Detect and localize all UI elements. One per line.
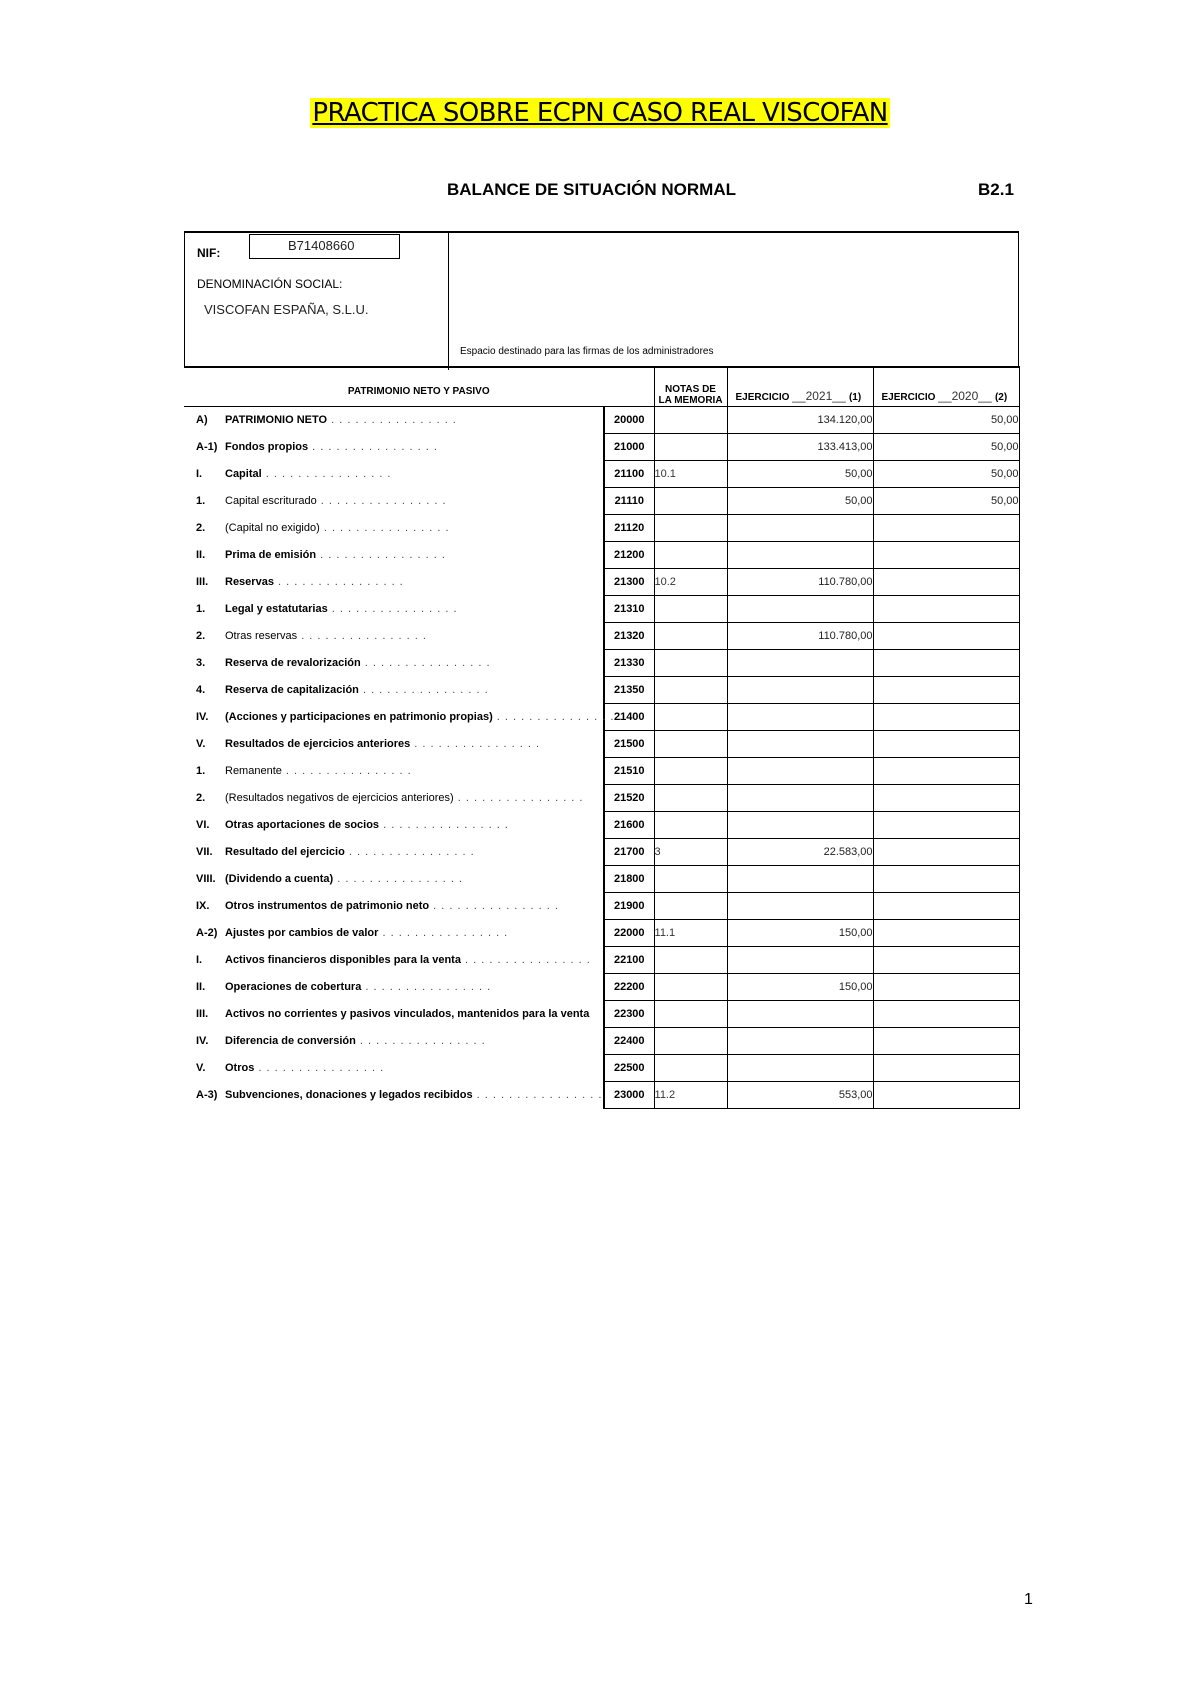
row-label: A-1) — [196, 441, 218, 453]
row-text: Remanente — [225, 765, 282, 777]
table-row — [184, 542, 1019, 569]
row-code: 21300 — [604, 569, 654, 596]
row-notes — [654, 731, 727, 758]
row-amount-2021 — [727, 596, 873, 623]
row-amount-2021: 133.413,00 — [727, 434, 873, 461]
row-label: V. — [196, 1062, 206, 1074]
row-description — [184, 569, 604, 596]
row-leader-dots: . . . . . . . . . . . . . . . . — [281, 765, 412, 777]
row-leader-dots: . . . . . . . . . . . . . . . . — [319, 522, 450, 534]
row-notes — [654, 893, 727, 920]
col-header-notes-line2: LA MEMORIA — [658, 395, 723, 406]
row-amount-2021: 110.780,00 — [727, 623, 873, 650]
row-amount-2020 — [873, 1082, 1019, 1109]
row-notes — [654, 650, 727, 677]
row-label: 1. — [196, 603, 206, 615]
row-leader-dots: . . . . . . . . . . . . . . . . — [344, 846, 475, 858]
row-amount-2021: 50,00 — [727, 461, 873, 488]
row-amount-2021 — [727, 704, 873, 731]
row-amount-2021 — [727, 515, 873, 542]
row-amount-2020 — [873, 1001, 1019, 1028]
row-notes — [654, 407, 727, 434]
row-description — [184, 1028, 604, 1055]
row-notes — [654, 623, 727, 650]
row-amount-2020 — [873, 785, 1019, 812]
row-leader-dots: . . . . . . . . . . . . . . . . — [472, 1089, 603, 1101]
row-leader-dots: . . . . . . . . . . . . . . . . — [378, 927, 509, 939]
row-amount-2021: 50,00 — [727, 488, 873, 515]
row-description — [184, 758, 604, 785]
row-text: Otros instrumentos de patrimonio neto — [225, 900, 430, 912]
row-description — [184, 407, 604, 434]
row-leader-dots: . . . . . . . . . . . . . . . . — [379, 819, 509, 831]
row-label: A) — [196, 414, 208, 427]
nif-label: NIF: — [197, 246, 221, 260]
table-row — [184, 623, 1019, 650]
row-label: V. — [196, 738, 206, 750]
row-amount-2021: 134.120,00 — [727, 407, 873, 434]
row-amount-2021 — [727, 866, 873, 893]
row-amount-2021 — [727, 677, 873, 704]
row-text: Reserva de capitalización — [225, 684, 359, 696]
row-code: 21400 — [604, 704, 654, 731]
row-notes: 3 — [654, 839, 727, 866]
table-row — [184, 866, 1019, 893]
table-row — [184, 947, 1019, 974]
row-notes — [654, 488, 727, 515]
row-leader-dots: . . . . . . . . . . . . . . . . — [460, 954, 591, 966]
row-label: III. — [196, 576, 209, 588]
table-row — [184, 407, 1019, 434]
form-title: BALANCE DE SITUACIÓN NORMAL — [447, 180, 736, 199]
row-amount-2020 — [873, 731, 1019, 758]
row-code: 22000 — [604, 920, 654, 947]
table-row — [184, 731, 1019, 758]
row-leader-dots: . . . . . . . . . . . . . . . . — [333, 873, 463, 885]
row-label: II. — [196, 549, 206, 561]
col-header-year1-label: EJERCICIO — [735, 392, 790, 403]
row-text: Resultados de ejercicios anteriores — [225, 738, 411, 750]
row-label: IV. — [196, 711, 209, 723]
table-header-row — [184, 367, 1019, 407]
col-header-year1-ref: (1) — [848, 392, 862, 403]
row-amount-2020 — [873, 839, 1019, 866]
header-divider — [448, 233, 449, 370]
row-leader-dots: . . . . . . . . . . . . . . . . — [297, 630, 427, 642]
row-label: I. — [196, 468, 203, 480]
row-label: III. — [196, 1007, 209, 1020]
row-text: Fondos propios — [225, 441, 309, 453]
signature-area-note: Espacio destinado para las firmas de los administradores — [460, 346, 714, 357]
row-notes — [654, 596, 727, 623]
row-leader-dots: . . . . . . . . . . . . . . . . — [429, 900, 559, 912]
row-description — [184, 1055, 604, 1082]
row-text: (Dividendo a cuenta) — [225, 873, 334, 885]
row-notes — [654, 704, 727, 731]
row-amount-2021: 22.583,00 — [727, 839, 873, 866]
row-notes — [654, 812, 727, 839]
denominacion-value: VISCOFAN ESPAÑA, S.L.U. — [204, 302, 369, 317]
row-notes — [654, 515, 727, 542]
row-label: VII. — [196, 846, 213, 858]
row-description — [184, 596, 604, 623]
row-leader-dots: . . . . . . . . . . . . . . . . — [453, 792, 584, 804]
row-description — [184, 1001, 604, 1028]
row-amount-2021 — [727, 1001, 873, 1028]
row-amount-2020 — [873, 623, 1019, 650]
row-leader-dots: . . . . . . . . . . . . . . . . — [410, 738, 541, 750]
row-leader-dots: . . . . . . . . . . . . . . . . — [254, 1062, 385, 1074]
row-description — [184, 623, 604, 650]
row-text: Otros — [225, 1062, 255, 1074]
page-number: 1 — [1024, 1591, 1033, 1608]
row-notes — [654, 947, 727, 974]
row-code: 21320 — [604, 623, 654, 650]
row-notes: 10.1 — [654, 461, 727, 488]
row-text: (Capital no exigido) — [225, 522, 320, 534]
row-text: Otras aportaciones de socios — [225, 819, 380, 831]
table-row — [184, 1055, 1019, 1082]
row-amount-2020 — [873, 569, 1019, 596]
row-amount-2021 — [727, 947, 873, 974]
row-amount-2021 — [727, 1028, 873, 1055]
row-leader-dots: . . . . . . . . . . . . . . . . — [273, 576, 404, 588]
row-label: II. — [196, 981, 206, 993]
row-text: Diferencia de conversión — [225, 1035, 356, 1047]
table-row — [184, 758, 1019, 785]
row-amount-2020 — [873, 974, 1019, 1001]
table-row — [184, 569, 1019, 596]
row-notes: 11.2 — [654, 1082, 727, 1109]
row-leader-dots: . . . . . . . . . . . . . . . . — [327, 603, 458, 615]
row-leader-dots: . . . . . . . . . . . . . . . . — [492, 711, 623, 723]
table-row — [184, 812, 1019, 839]
row-text: Legal y estatutarias — [225, 603, 328, 615]
row-code: 22500 — [604, 1055, 654, 1082]
row-amount-2021: 150,00 — [727, 974, 873, 1001]
row-description — [184, 893, 604, 920]
row-notes — [654, 758, 727, 785]
table-row — [184, 785, 1019, 812]
row-text: Capital — [225, 468, 262, 480]
table-row — [184, 920, 1019, 947]
document-title-wrap — [0, 98, 1200, 128]
row-amount-2021 — [727, 731, 873, 758]
row-amount-2020 — [873, 1028, 1019, 1055]
row-amount-2021 — [727, 542, 873, 569]
row-leader-dots: . . . . . . . . . . . . . . . . — [355, 1035, 486, 1047]
table-row — [184, 974, 1019, 1001]
row-label: 2. — [196, 630, 206, 642]
row-amount-2021 — [727, 650, 873, 677]
row-amount-2021 — [727, 758, 873, 785]
row-amount-2021 — [727, 785, 873, 812]
row-description — [184, 650, 604, 677]
table-row — [184, 434, 1019, 461]
row-code: 22300 — [604, 1001, 654, 1028]
row-amount-2021: 553,00 — [727, 1082, 873, 1109]
row-code: 21900 — [604, 893, 654, 920]
row-code: 21110 — [604, 488, 654, 515]
row-text: Reservas — [225, 576, 274, 588]
row-code: 21330 — [604, 650, 654, 677]
denominacion-label: DENOMINACIÓN SOCIAL: — [197, 277, 343, 291]
row-label: A-3) — [196, 1089, 218, 1101]
row-code: 22400 — [604, 1028, 654, 1055]
row-amount-2021 — [727, 812, 873, 839]
row-code: 21500 — [604, 731, 654, 758]
row-description — [184, 1082, 604, 1109]
col-header-year1: EJERCICIO __2021__ (1) — [727, 367, 873, 407]
row-amount-2021 — [727, 893, 873, 920]
table-row — [184, 515, 1019, 542]
col-header-year2-ref: (2) — [994, 392, 1008, 403]
row-notes — [654, 542, 727, 569]
balance-table — [184, 366, 1020, 1109]
table-row — [184, 1028, 1019, 1055]
row-text: Subvenciones, donaciones y legados recibidos — [225, 1089, 473, 1101]
row-amount-2020 — [873, 650, 1019, 677]
row-code: 23000 — [604, 1082, 654, 1109]
row-label: 2. — [196, 522, 206, 534]
row-code: 22200 — [604, 974, 654, 1001]
row-notes — [654, 866, 727, 893]
row-amount-2020 — [873, 920, 1019, 947]
table-row — [184, 677, 1019, 704]
table-row — [184, 488, 1019, 515]
row-notes: 11.1 — [654, 920, 727, 947]
col-header-notes-line1: NOTAS DE — [665, 384, 716, 395]
row-amount-2020: 50,00 — [873, 407, 1019, 434]
row-amount-2020 — [873, 758, 1019, 785]
row-code: 20000 — [604, 407, 654, 434]
row-amount-2020 — [873, 866, 1019, 893]
row-amount-2020: 50,00 — [873, 488, 1019, 515]
row-text: Activos no corrientes y pasivos vinculados, mantenidos para la venta — [225, 1007, 590, 1020]
row-notes — [654, 1028, 727, 1055]
col-header-year1-value: 2021 — [805, 389, 833, 403]
row-amount-2020 — [873, 515, 1019, 542]
row-amount-2020 — [873, 596, 1019, 623]
row-amount-2020 — [873, 947, 1019, 974]
row-leader-dots: . . . . . . . . . . . . . . . . — [261, 468, 392, 480]
row-description — [184, 866, 604, 893]
row-leader-dots: . . . . . . . . . . . . . . . . — [361, 981, 492, 993]
row-code: 21120 — [604, 515, 654, 542]
row-description — [184, 488, 604, 515]
row-leader-dots: . . . . . . . . . . . . . . . . — [327, 414, 457, 427]
row-label: IX. — [196, 900, 210, 912]
row-label: 3. — [196, 657, 206, 669]
row-amount-2021: 110.780,00 — [727, 569, 873, 596]
col-header-year2-label: EJERCICIO — [881, 392, 936, 403]
row-code: 21520 — [604, 785, 654, 812]
col-header-year2: EJERCICIO __2020__ (2) — [873, 367, 1019, 407]
form-code: B2.1 — [978, 180, 1014, 199]
row-code: 21800 — [604, 866, 654, 893]
row-notes — [654, 974, 727, 1001]
row-text: Capital escriturado — [225, 495, 317, 507]
row-code: 22100 — [604, 947, 654, 974]
row-text: (Acciones y participaciones en patrimonio propias) — [225, 711, 493, 723]
row-text: Otras reservas — [225, 630, 298, 642]
row-notes — [654, 1001, 727, 1028]
row-amount-2020 — [873, 704, 1019, 731]
row-description — [184, 785, 604, 812]
row-label: 4. — [196, 684, 206, 696]
row-code: 21600 — [604, 812, 654, 839]
row-label: VIII. — [196, 873, 216, 885]
row-description — [184, 974, 604, 1001]
row-code: 21310 — [604, 596, 654, 623]
table-row — [184, 704, 1019, 731]
table-row — [184, 461, 1019, 488]
row-description — [184, 434, 604, 461]
row-notes — [654, 785, 727, 812]
row-label: 2. — [196, 792, 206, 804]
row-leader-dots: . . . . . . . . . . . . . . . . — [360, 657, 491, 669]
row-amount-2020 — [873, 893, 1019, 920]
row-notes — [654, 677, 727, 704]
row-code: 21100 — [604, 461, 654, 488]
row-leader-dots: . . . . . . . . . . . . . . . . — [308, 441, 438, 453]
row-notes — [654, 1055, 727, 1082]
col-header-description: PATRIMONIO NETO Y PASIVO — [184, 367, 654, 407]
row-code: 21700 — [604, 839, 654, 866]
company-header-box — [184, 231, 1019, 368]
row-leader-dots: . . . . . . . . . . . . . . . . — [316, 549, 446, 561]
row-code: 21510 — [604, 758, 654, 785]
row-code: 21350 — [604, 677, 654, 704]
row-text: Activos financieros disponibles para la venta — [225, 954, 461, 966]
row-text: PATRIMONIO NETO — [225, 414, 328, 427]
row-amount-2020 — [873, 542, 1019, 569]
table-row — [184, 839, 1019, 866]
col-header-notes — [654, 367, 727, 407]
row-description — [184, 677, 604, 704]
row-text: Operaciones de cobertura — [225, 981, 362, 993]
row-description — [184, 542, 604, 569]
row-description — [184, 812, 604, 839]
row-label: I. — [196, 954, 203, 966]
row-label: 1. — [196, 495, 206, 507]
row-amount-2020 — [873, 1055, 1019, 1082]
table-row — [184, 1082, 1019, 1109]
row-amount-2020: 50,00 — [873, 461, 1019, 488]
row-leader-dots: . . . . . . . . . . . . . . . . — [316, 495, 447, 507]
table-row — [184, 1001, 1019, 1028]
row-label: 1. — [196, 765, 206, 777]
col-header-year2-value: 2020 — [951, 389, 979, 403]
document-title: PRACTICA SOBRE ECPN CASO REAL VISCOFAN — [312, 98, 888, 128]
row-amount-2021: 150,00 — [727, 920, 873, 947]
row-amount-2020 — [873, 677, 1019, 704]
table-row — [184, 893, 1019, 920]
nif-value: B71408660 — [249, 234, 400, 259]
row-text: Resultado del ejercicio — [225, 846, 345, 858]
row-text: Ajustes por cambios de valor — [225, 927, 379, 939]
row-notes: 10.2 — [654, 569, 727, 596]
row-description — [184, 920, 604, 947]
table-row — [184, 596, 1019, 623]
row-text: Prima de emisión — [225, 549, 317, 561]
row-amount-2020: 50,00 — [873, 434, 1019, 461]
row-description — [184, 947, 604, 974]
row-leader-dots: . . . . . . . . . . . . . . . . — [358, 684, 489, 696]
table-row — [184, 650, 1019, 677]
row-code: 21200 — [604, 542, 654, 569]
row-description — [184, 839, 604, 866]
row-amount-2020 — [873, 812, 1019, 839]
row-notes — [654, 434, 727, 461]
row-description — [184, 731, 604, 758]
row-code: 21000 — [604, 434, 654, 461]
row-label: IV. — [196, 1035, 209, 1047]
row-description — [184, 704, 623, 731]
row-label: VI. — [196, 819, 210, 831]
row-text: Reserva de revalorización — [225, 657, 361, 669]
row-text: (Resultados negativos de ejercicios anteriores) — [225, 792, 454, 804]
row-description — [184, 461, 604, 488]
row-description — [184, 515, 604, 542]
row-amount-2021 — [727, 1055, 873, 1082]
row-label: A-2) — [196, 927, 218, 939]
